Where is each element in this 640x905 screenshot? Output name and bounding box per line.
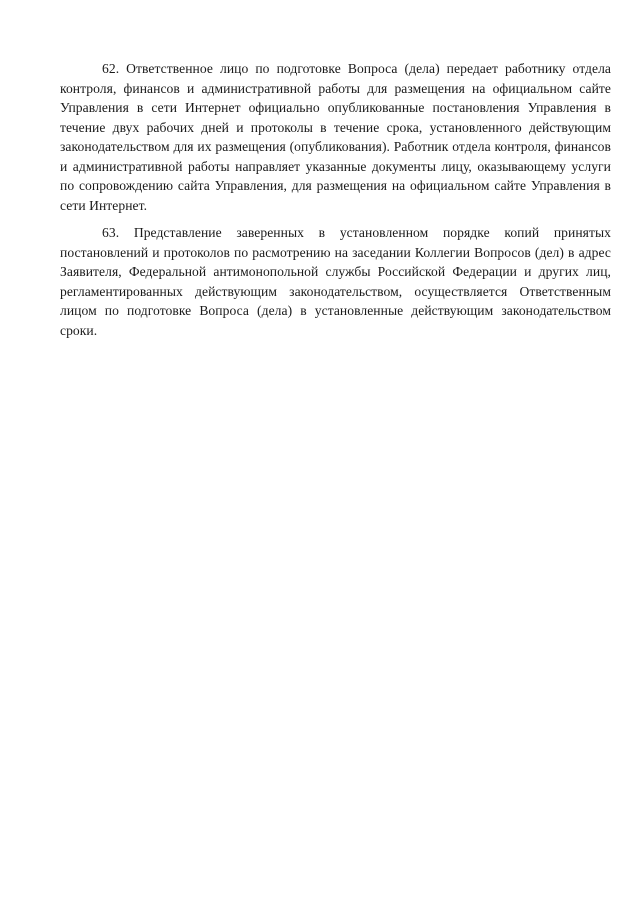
paragraph-63: 63. Представление заверенных в установленном порядке копий принятых постановлений и протоколов по расмотрению на заседании Коллегии Вопросов (дел) в адрес Заявителя, Федеральной антимонопольной службы Российской Федерации и других лиц, регламентированных действующим законодательством, осуществляется Ответственным лицом по подготовке Вопроса (дела) в установленные действующим законодательством сроки. bbox=[60, 225, 611, 338]
document-body bbox=[60, 59, 611, 348]
paragraph-62: 62. Ответственное лицо по подготовке Вопроса (дела) передает работнику отдела контроля, финансов и административной работы для размещения на официальном сайте Управления в сети Интернет официально опубликованные постановления Управления в течение двух рабочих дней и протоколы в течение срока, установленного действующим законодательством для их размещения (опубликования). Работник отдела контроля, финансов и административной работы направляет указанные документы лицу, оказывающему услуги по сопровождению сайта Управления, для размещения на официальном сайте Управления в сети Интернет. bbox=[60, 61, 611, 213]
